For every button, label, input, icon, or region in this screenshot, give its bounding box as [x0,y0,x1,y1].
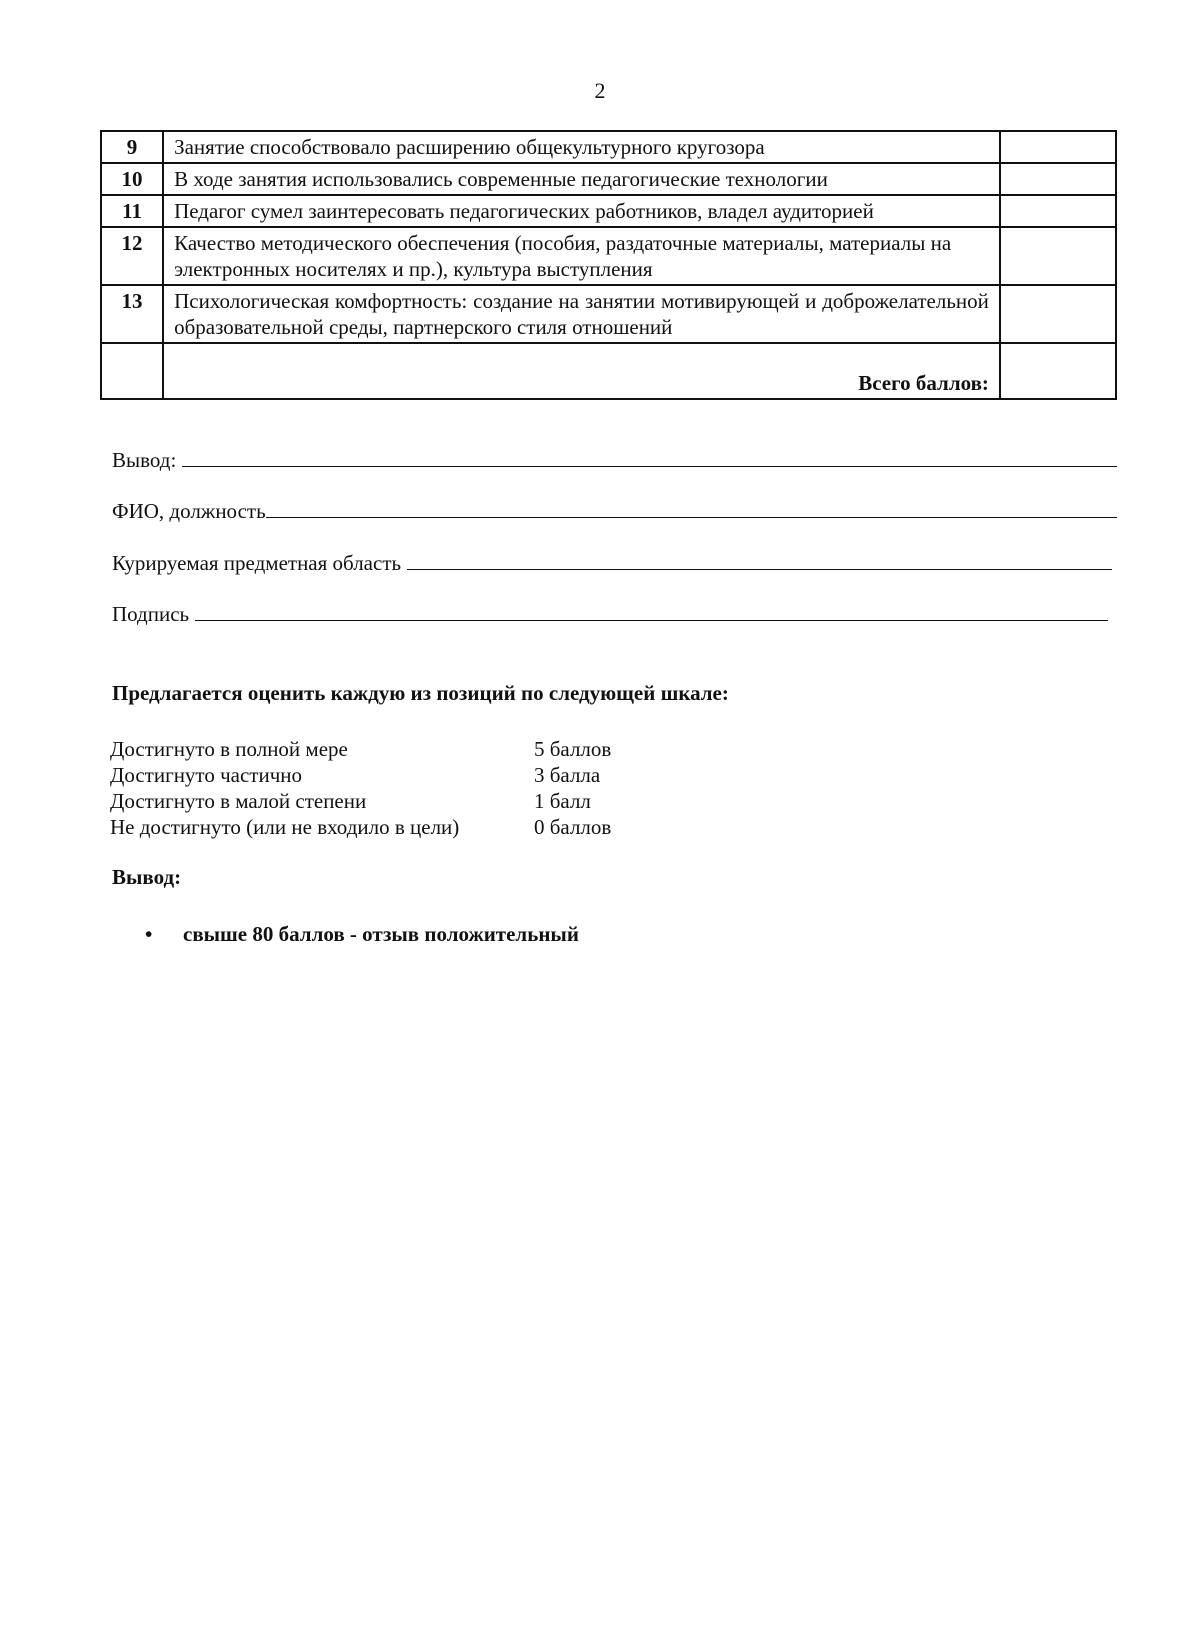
criterion-text: Занятие способствовало расширению общекультурного кругозора [163,131,1000,163]
scale-row [110,788,611,814]
table-row [101,163,1116,195]
criterion-score-cell[interactable] [1000,285,1116,343]
scale-points: 5 баллов [534,737,612,761]
list-item [145,922,579,947]
scale-points: 1 балл [534,789,591,813]
criterion-score-cell[interactable] [1000,227,1116,285]
subject-input-line[interactable] [407,549,1112,570]
criterion-number: 10 [101,163,163,195]
table-row [101,195,1116,227]
signature-input-line[interactable] [195,600,1108,621]
scale-label: Достигнуто в полной мере [110,737,348,761]
fio-label: ФИО, должность [112,499,266,523]
scale-heading: Предлагается оценить каждую из позиций по следующей шкале: [112,681,729,705]
table-row [101,131,1116,163]
criterion-score-cell[interactable] [1000,131,1116,163]
total-label: Всего баллов: [163,343,1000,399]
scale-label: Достигнуто в малой степени [110,789,367,813]
scale-points: 3 балла [534,763,601,787]
scale-table [110,736,611,840]
subject-label: Курируемая предметная область [112,551,402,575]
signature-label: Подпись [112,602,190,626]
criterion-score-cell[interactable] [1000,195,1116,227]
criterion-text: Качество методического обеспечения (пособия, раздаточные материалы, материалы на электронных носителях и пр.), культура выступления [163,227,1000,285]
scale-points: 0 баллов [534,815,612,839]
scale-label: Не достигнуто (или не входило в цели) [110,815,460,839]
page-number: 2 [594,78,606,103]
criterion-score-cell[interactable] [1000,163,1116,195]
criterion-number: 9 [101,131,163,163]
total-row [101,343,1116,399]
criterion-number: 12 [101,227,163,285]
fio-input-line[interactable] [266,497,1117,518]
criterion-text: Психологическая комфортность: создание на занятии мотивирующей и доброжелательной образовательной среды, партнерского стиля отношений [163,285,1000,343]
bullet-icon: • [145,922,153,946]
criterion-text: Педагог сумел заинтересовать педагогических работников, владел аудиторией [163,195,1000,227]
conclusion-input-line[interactable] [182,446,1117,467]
criteria-table [100,130,1117,400]
total-score-cell[interactable] [1000,343,1116,399]
conclusion-field [112,446,1117,473]
criterion-number: 11 [101,195,163,227]
scale-row [110,736,611,762]
scale-label: Достигнуто частично [110,763,303,787]
table-row [101,285,1116,343]
conclusion-item-text: свыше 80 баллов - отзыв положительный [183,922,579,946]
criterion-number: 13 [101,285,163,343]
table-row [101,227,1116,285]
conclusion-heading: Вывод: [112,865,182,889]
criterion-text: В ходе занятия использовались современные педагогические технологии [163,163,1000,195]
fio-field [112,497,1117,524]
subject-field [112,549,1112,576]
conclusion-label: Вывод: [112,448,177,472]
signature-field [112,600,1108,627]
total-number-cell [101,343,163,399]
scale-row [110,814,611,840]
scale-row [110,762,611,788]
